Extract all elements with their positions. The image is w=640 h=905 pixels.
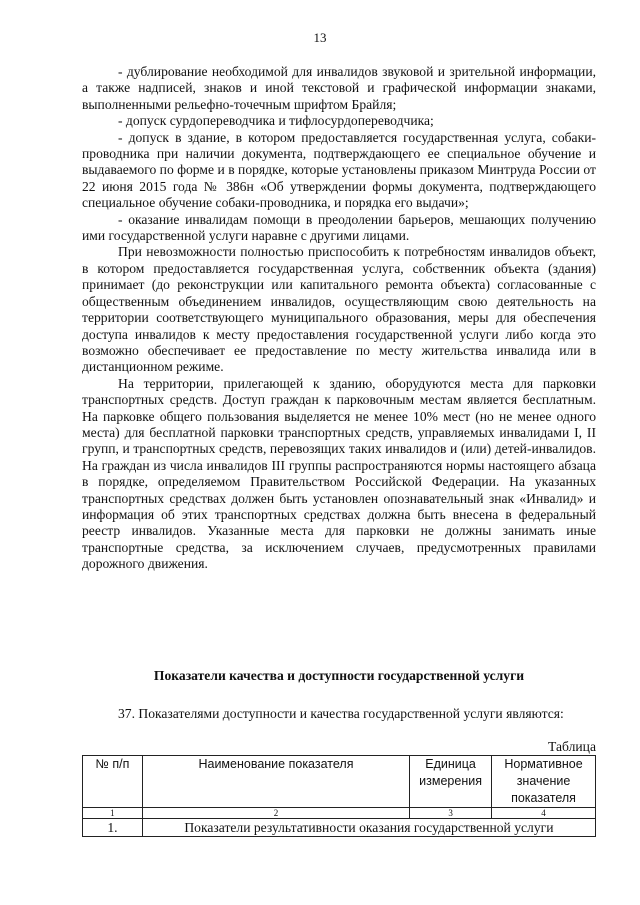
paragraph: На территории, прилегающей к зданию, оборудуются места для парковки транспортных средств. Доступ граждан к парковочным местам является бесплатным. На парковке общего пользования выделяется не менее 10% мест (но не менее одного места) для бесплатной парковки транспортных средств, управляемых инвалидами I, II групп, и транспортных средств, перевозящих таких инвалидов и (или) детей-инвалидов. На граждан из числа инвалидов III группы распространяются нормы настоящего абзаца в порядке, определяемом Правительством Российской Федерации. На указанных транспортных средствах должен быть установлен опознавательный знак «Инвалид» и информация об этих транспортных средствах должна быть внесена в федеральный реестр инвалидов. Указанные места для парковки не должны занимать иные транспортные средства, за исключением случаев, предусмотренных правилами дорожного движения. <box>82 375 596 572</box>
column-numbers-row <box>83 808 596 819</box>
table-row <box>83 819 596 837</box>
column-number: 3 <box>410 808 492 819</box>
section-title: Показатели качества и доступности государственной услуги <box>153 668 525 683</box>
header-normative: Нормативное значение показателя <box>492 756 596 808</box>
row-label: Показатели результативности оказания государственной услуги <box>142 819 595 837</box>
indicators-table <box>82 755 596 837</box>
paragraph: 37. Показателями доступности и качества государственной услуги являются: <box>118 706 564 721</box>
table-caption: Таблица <box>548 739 596 754</box>
row-number: 1. <box>83 819 143 837</box>
paragraph: - допуск сурдопереводчика и тифлосурдопереводчика; <box>118 113 434 129</box>
body-text <box>82 64 596 573</box>
header-number: № п/п <box>83 756 143 808</box>
column-number: 1 <box>83 808 143 819</box>
page-number: 13 <box>313 30 327 45</box>
header-name: Наименование показателя <box>142 756 409 808</box>
column-number: 4 <box>492 808 596 819</box>
table-header-row <box>83 756 596 808</box>
column-number: 2 <box>142 808 409 819</box>
paragraph: - дублирование необходимой для инвалидов звуковой и зрительной информации, а также надписей, знаков и иной текстовой и графической информации знаками, выполненными рельефно-точечным шрифтом Брайля; <box>82 64 596 112</box>
paragraph-37 <box>82 706 596 722</box>
header-unit: Единица измерения <box>410 756 492 808</box>
paragraph: - допуск в здание, в котором предоставляется государственная услуга, собаки-проводника при наличии документа, подтверждающего ее специальное обучение и выдаваемого по форме и в порядке, которые установлены приказом Минтруда России от 22 июня 2015 года № 386н «Об утверждении формы документа, подтверждающего специальное обучение собаки-проводника, и порядка его выдачи»; <box>82 129 596 211</box>
paragraph: При невозможности полностью приспособить к потребностям инвалидов объект, в котором предоставляется государственная услуга, собственник объекта (здания) принимает (до реконструкции или капитального ремонта объекта) согласованные с общественным объединением инвалидов, осуществляющим свою деятельность на территории соответствующего муниципального образования, меры для обеспечения доступа инвалидов к месту предоставления государственной услуги либо когда это возможно обеспечивает ее предоставление по месту жительства инвалида или в дистанционном режиме. <box>82 244 596 375</box>
paragraph: - оказание инвалидам помощи в преодолении барьеров, мешающих получению ими государственной услуги наравне с другими лицами. <box>82 211 596 244</box>
